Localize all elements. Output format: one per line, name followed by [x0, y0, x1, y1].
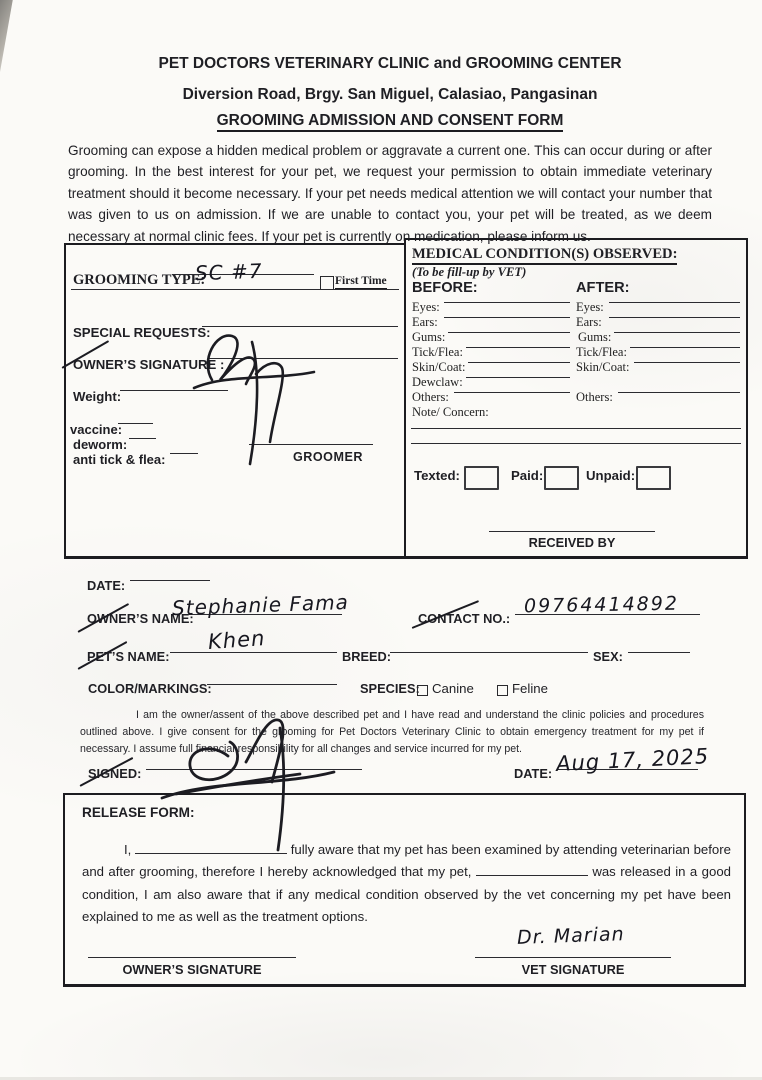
after-gums-label: Gums: [578, 330, 612, 344]
medical-box [404, 238, 748, 559]
release-blank-pet [476, 875, 588, 876]
texted-label: Texted: [414, 468, 460, 483]
before-tickflea-label: Tick/Flea: [412, 345, 463, 359]
scan-corner-artifact [0, 0, 22, 72]
special-requests-label: SPECIAL REQUESTS: [73, 325, 211, 340]
owner-signature-scribble [190, 322, 320, 472]
paid-checkbox [544, 466, 579, 490]
texted-checkbox [464, 466, 499, 490]
feline-checkbox [497, 685, 508, 696]
feline-label: Feline [512, 681, 548, 696]
weight-label: Weight: [73, 389, 122, 404]
vet-signature-handwriting: Dr. Marian [516, 923, 625, 949]
clinic-address: Diversion Road, Brgy. San Miguel, Calasiao, Pangasinan [182, 86, 598, 103]
after-tickflea-label: Tick/Flea: [576, 345, 627, 359]
before-gums-label: Gums: [412, 330, 446, 344]
before-others-label: Others: [412, 390, 449, 404]
pet-name-handwriting: Khen [207, 626, 267, 654]
note-concern-label: Note/ Concern: [412, 405, 489, 419]
owner-signature-label: OWNER’S SIGNATURE : [73, 357, 225, 372]
owner-name-label: OWNER’S NAME: [87, 611, 194, 626]
consent-paragraph: I am the owner/assent of the above described pet and I have read and understand the clinic policies and procedures outlined above. I give consent for the grooming for Pet Doctors Veterinary Clinic to obtain emergency treatment for my pet if necessary. I assume full financial responsibility for all changes and service incurred for my pet. [80, 709, 704, 755]
before-skincoat-label: Skin/Coat: [412, 360, 466, 374]
first-time-checkbox [320, 276, 334, 290]
species-label: SPECIES: [360, 681, 420, 696]
after-eyes-label: Eyes: [576, 300, 604, 314]
first-time-label: First Time [335, 275, 387, 287]
date-label: DATE: [87, 578, 126, 593]
vet-signature-label: VET SIGNATURE [521, 962, 625, 977]
breed-label: BREED: [342, 649, 392, 664]
contact-no-handwriting: 09764414892 [523, 592, 680, 618]
release-form-title: RELEASE FORM: [82, 805, 195, 820]
unpaid-checkbox [636, 466, 671, 490]
color-markings-label: COLOR/MARKINGS: [88, 681, 212, 696]
before-ears-label: Ears: [412, 315, 438, 329]
received-by-label: RECEIVED BY [528, 535, 616, 550]
pet-name-label: PET’S NAME: [87, 649, 170, 664]
contact-no-label: CONTACT NO.: [418, 611, 511, 626]
before-dewclaw-label: Dewclaw: [412, 375, 463, 389]
groomer-label: GROOMER [293, 450, 363, 464]
unpaid-label: Unpaid: [586, 468, 636, 483]
grooming-type-label: GROOMING TYPE: [73, 272, 206, 288]
release-owner-signature-label: OWNER’S SIGNATURE [122, 962, 262, 977]
owner-name-handwriting: Stephanie Fama [171, 589, 350, 621]
before-eyes-label: Eyes: [412, 300, 440, 314]
signed-signature-scribble [150, 698, 340, 854]
before-label: BEFORE: [412, 280, 478, 296]
paid-label: Paid: [511, 468, 544, 483]
consent-date-handwriting: Aug 17, 2025 [555, 744, 710, 776]
consent-date-label: DATE: [514, 766, 553, 781]
grooming-type-value-handwriting: SC #7 [194, 258, 263, 286]
anti-tick-flea-label: anti tick & flea: [73, 452, 166, 467]
after-ears-label: Ears: [576, 315, 602, 329]
release-text-3: was released in a good condition, I am also aware that if any medical condition observed by the vet concerning my pet have been explained to me as well as the treatment options. [82, 864, 731, 925]
deworm-label: deworm: [73, 437, 128, 452]
signed-label: SIGNED: [88, 766, 142, 781]
canine-checkbox [417, 685, 428, 696]
form-title: GROOMING ADMISSION AND CONSENT FORM [217, 112, 564, 132]
canine-label: Canine [432, 681, 474, 696]
clinic-name: PET DOCTORS VETERINARY CLINIC and GROOMING CENTER [158, 55, 622, 72]
vaccine-label: vaccine: [70, 422, 123, 437]
after-label: AFTER: [576, 280, 630, 296]
intro-paragraph: Grooming can expose a hidden medical problem or aggravate a current one. This can occur during or after grooming. In the best interest for your pet, we request your permission to obtain immediate veterinary treatment should it become necessary. If your pet needs medical attention we will contact your number that was given to us on admission. If we are unable to contact you, your pet will be treated, as we deem necessary at normal clinic fees. If your pet is currently on medication, please inform us. [68, 143, 712, 244]
medical-subtitle: (To be fill-up by VET) [412, 265, 527, 279]
medical-title: MEDICAL CONDITION(S) OBSERVED: [412, 246, 677, 265]
after-others-label: Others: [576, 390, 613, 404]
release-text-2: fully aware that my pet has been examined by attending veterinarian before and after grooming, therefore I hereby acknowledged that my pet, [82, 842, 731, 880]
release-text-1: I, [124, 842, 132, 857]
sex-label: SEX: [593, 649, 623, 664]
after-skincoat-label: Skin/Coat: [576, 360, 630, 374]
